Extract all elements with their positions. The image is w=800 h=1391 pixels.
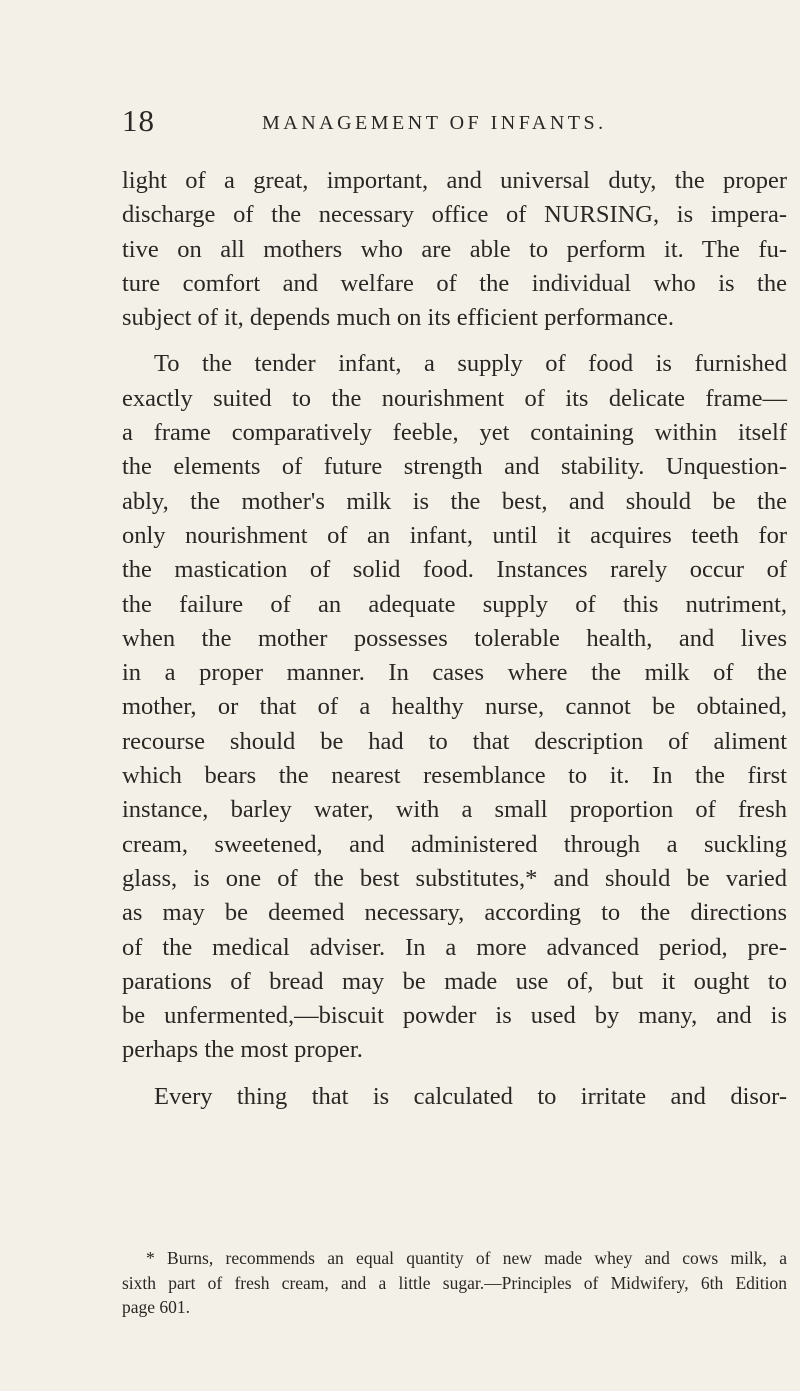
text-line: light of a great, important, and universal duty, the proper (122, 167, 787, 194)
text-line: perhaps the most proper. (122, 1036, 363, 1064)
text-line: glass, is one of the best substitutes,* and should be varied (122, 864, 787, 892)
text-line: ably, the mother's milk is the best, and should be the (122, 487, 787, 515)
text-line: To the tender infant, a supply of food is furnished (154, 350, 787, 378)
text-line: which bears the nearest resemblance to it. In the first (122, 762, 787, 790)
paragraph-3 (122, 1080, 787, 1114)
footnote (122, 1246, 787, 1320)
text-line: a frame comparatively feeble, yet containing within itself (122, 419, 787, 447)
text-line: mother, or that of a healthy nurse, cannot be obtained, (122, 693, 787, 721)
running-head: MANAGEMENT OF INFANTS. (262, 112, 607, 134)
text-line: ture comfort and welfare of the individual who is the (122, 269, 787, 297)
footnote-line: * Burns, recommends an equal quantity of new made whey and cows milk, a (146, 1248, 787, 1268)
text-line: when the mother possesses tolerable health, and lives (122, 624, 787, 652)
text-line: discharge of the necessary office of NURSING, is impera- (122, 201, 787, 229)
text-line: the mastication of solid food. Instances rarely occur of (122, 556, 787, 584)
text-line: of the medical adviser. In a more advanced period, pre- (122, 933, 787, 961)
text-line: the failure of an adequate supply of this nutriment, (122, 590, 787, 618)
text-line: Every thing that is calculated to irritate and disor- (154, 1082, 787, 1110)
text-line: only nourishment of an infant, until it acquires teeth for (122, 521, 787, 549)
page-number: 18 (122, 103, 155, 138)
text-line: tive on all mothers who are able to perform it. The fu- (122, 235, 787, 263)
text-line: parations of bread may be made use of, but it ought to (122, 967, 787, 995)
page-header (122, 104, 782, 144)
text-line: exactly suited to the nourishment of its delicate frame— (122, 384, 787, 412)
text-line: as may be deemed necessary, according to the directions (122, 899, 787, 927)
text-line: instance, barley water, with a small proportion of fresh (122, 796, 787, 824)
text-line: subject of it, depends much on its efficient performance. (122, 304, 674, 332)
body-text (122, 164, 787, 1126)
paragraph-2 (122, 347, 787, 1067)
footnote-line: sixth part of fresh cream, and a little sugar.—Principles of Midwifery, 6th Edition (122, 1272, 787, 1293)
text-line: the elements of future strength and stability. Unquestion- (122, 453, 787, 481)
footnote-line: page 601. (122, 1297, 191, 1317)
text-line: recourse should be had to that description of aliment (122, 727, 787, 755)
text-line: cream, sweetened, and administered through a suckling (122, 830, 787, 858)
text-line: be unfermented,—biscuit powder is used by many, and is (122, 1002, 787, 1030)
text-line: in a proper manner. In cases where the milk of the (122, 659, 787, 687)
paragraph-1 (122, 164, 787, 335)
